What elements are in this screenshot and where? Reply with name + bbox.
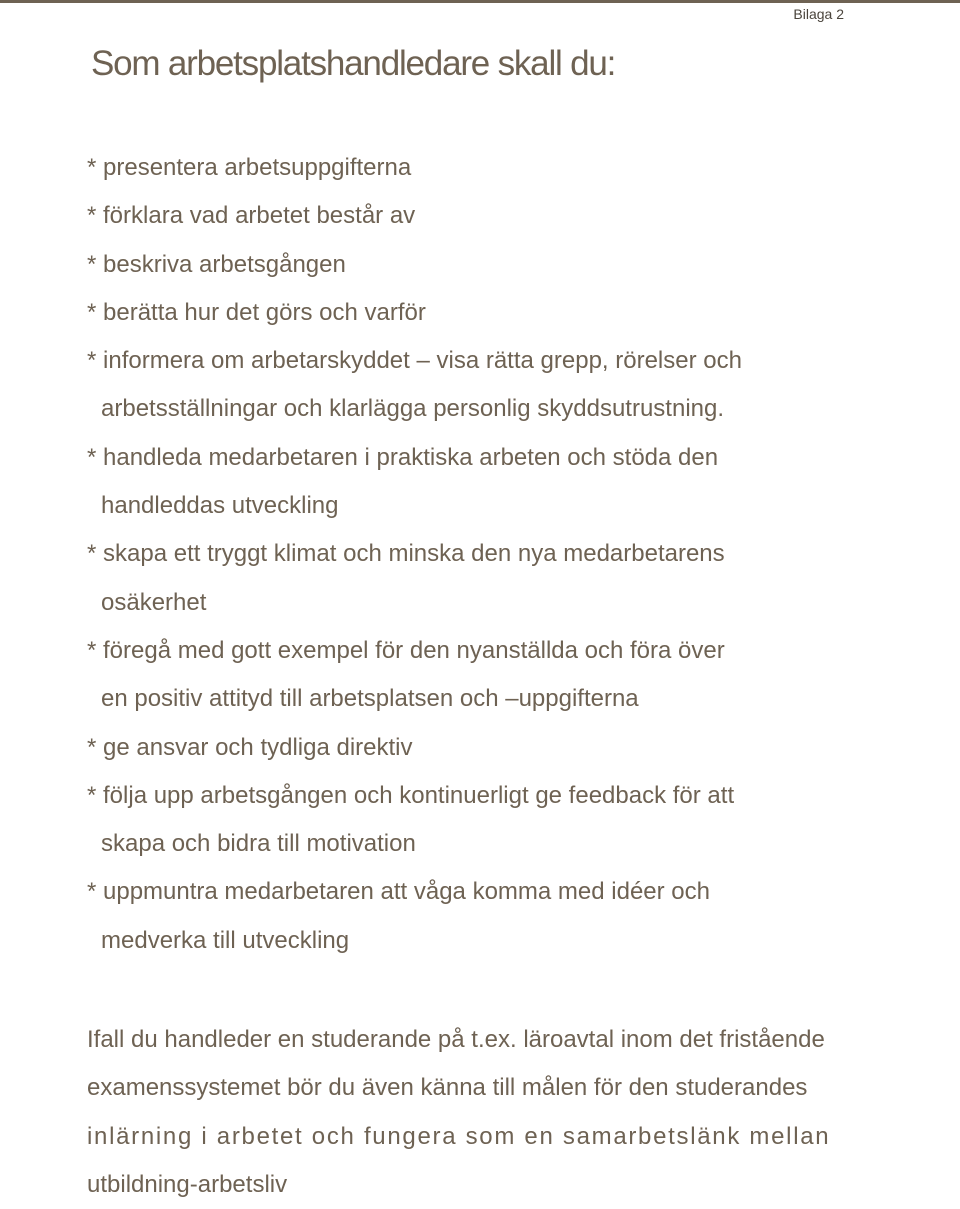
list-item-line: * beskriva arbetsgången xyxy=(87,250,346,278)
list-item-continuation: handleddas utveckling xyxy=(101,492,339,520)
list-item-line: * uppmuntra medarbetaren att våga komma med idéer och xyxy=(87,878,711,906)
list-item-continuation: skapa och bidra till motivation xyxy=(101,830,416,858)
list-item-line: * presentera arbetsuppgifterna xyxy=(87,154,412,181)
list-item-continuation: medverka till utveckling xyxy=(101,926,350,954)
list-item-continuation: en positiv attityd till arbetsplatsen och –uppgifterna xyxy=(101,685,639,713)
paragraph-line: Ifall du handleder en studerande på t.ex. läroavtal inom det fristående xyxy=(87,1026,825,1053)
list-item-line: * ge ansvar och tydliga direktiv xyxy=(87,733,413,761)
list-item xyxy=(87,772,847,869)
page-title: Som arbetsplatshandledare skall du: xyxy=(91,44,616,83)
paragraph-line: examenssystemet bör du även känna till målen för den studerandes xyxy=(87,1074,808,1102)
list-item-line: * skapa ett tryggt klimat och minska den nya medarbetarens xyxy=(87,540,725,568)
list-item xyxy=(87,144,847,192)
list-item-continuation: arbetsställningar och klarlägga personlig skyddsutrustning. xyxy=(101,395,725,423)
list-item xyxy=(87,627,847,724)
paragraph-line: utbildning-arbetsliv xyxy=(87,1170,288,1198)
list-item-line: * berätta hur det görs och varför xyxy=(87,298,426,326)
appendix-label: Bilaga 2 xyxy=(793,6,844,22)
list-item xyxy=(87,868,847,965)
responsibility-list xyxy=(87,144,847,965)
list-item xyxy=(87,289,847,337)
list-item-line: * förklara vad arbetet består av xyxy=(87,202,416,230)
list-item-line: * informera om arbetarskyddet – visa rätta grepp, rörelser och xyxy=(87,347,742,375)
list-item xyxy=(87,337,847,434)
list-item xyxy=(87,241,847,289)
closing-paragraph xyxy=(87,1016,887,1209)
list-item-line: * handleda medarbetaren i praktiska arbeten och stöda den xyxy=(87,443,719,471)
list-item xyxy=(87,434,847,531)
list-item-line: * följa upp arbetsgången och kontinuerligt ge feedback för att xyxy=(87,781,735,809)
list-item xyxy=(87,192,847,240)
top-rule xyxy=(0,0,960,3)
paragraph-line: inlärning i arbetet och fungera som en samarbetslänk mellan xyxy=(87,1122,831,1150)
list-item xyxy=(87,724,847,772)
list-item xyxy=(87,530,847,627)
list-item-line: * föregå med gott exempel för den nyanställda och föra över xyxy=(87,636,725,664)
list-item-continuation: osäkerhet xyxy=(101,588,207,616)
